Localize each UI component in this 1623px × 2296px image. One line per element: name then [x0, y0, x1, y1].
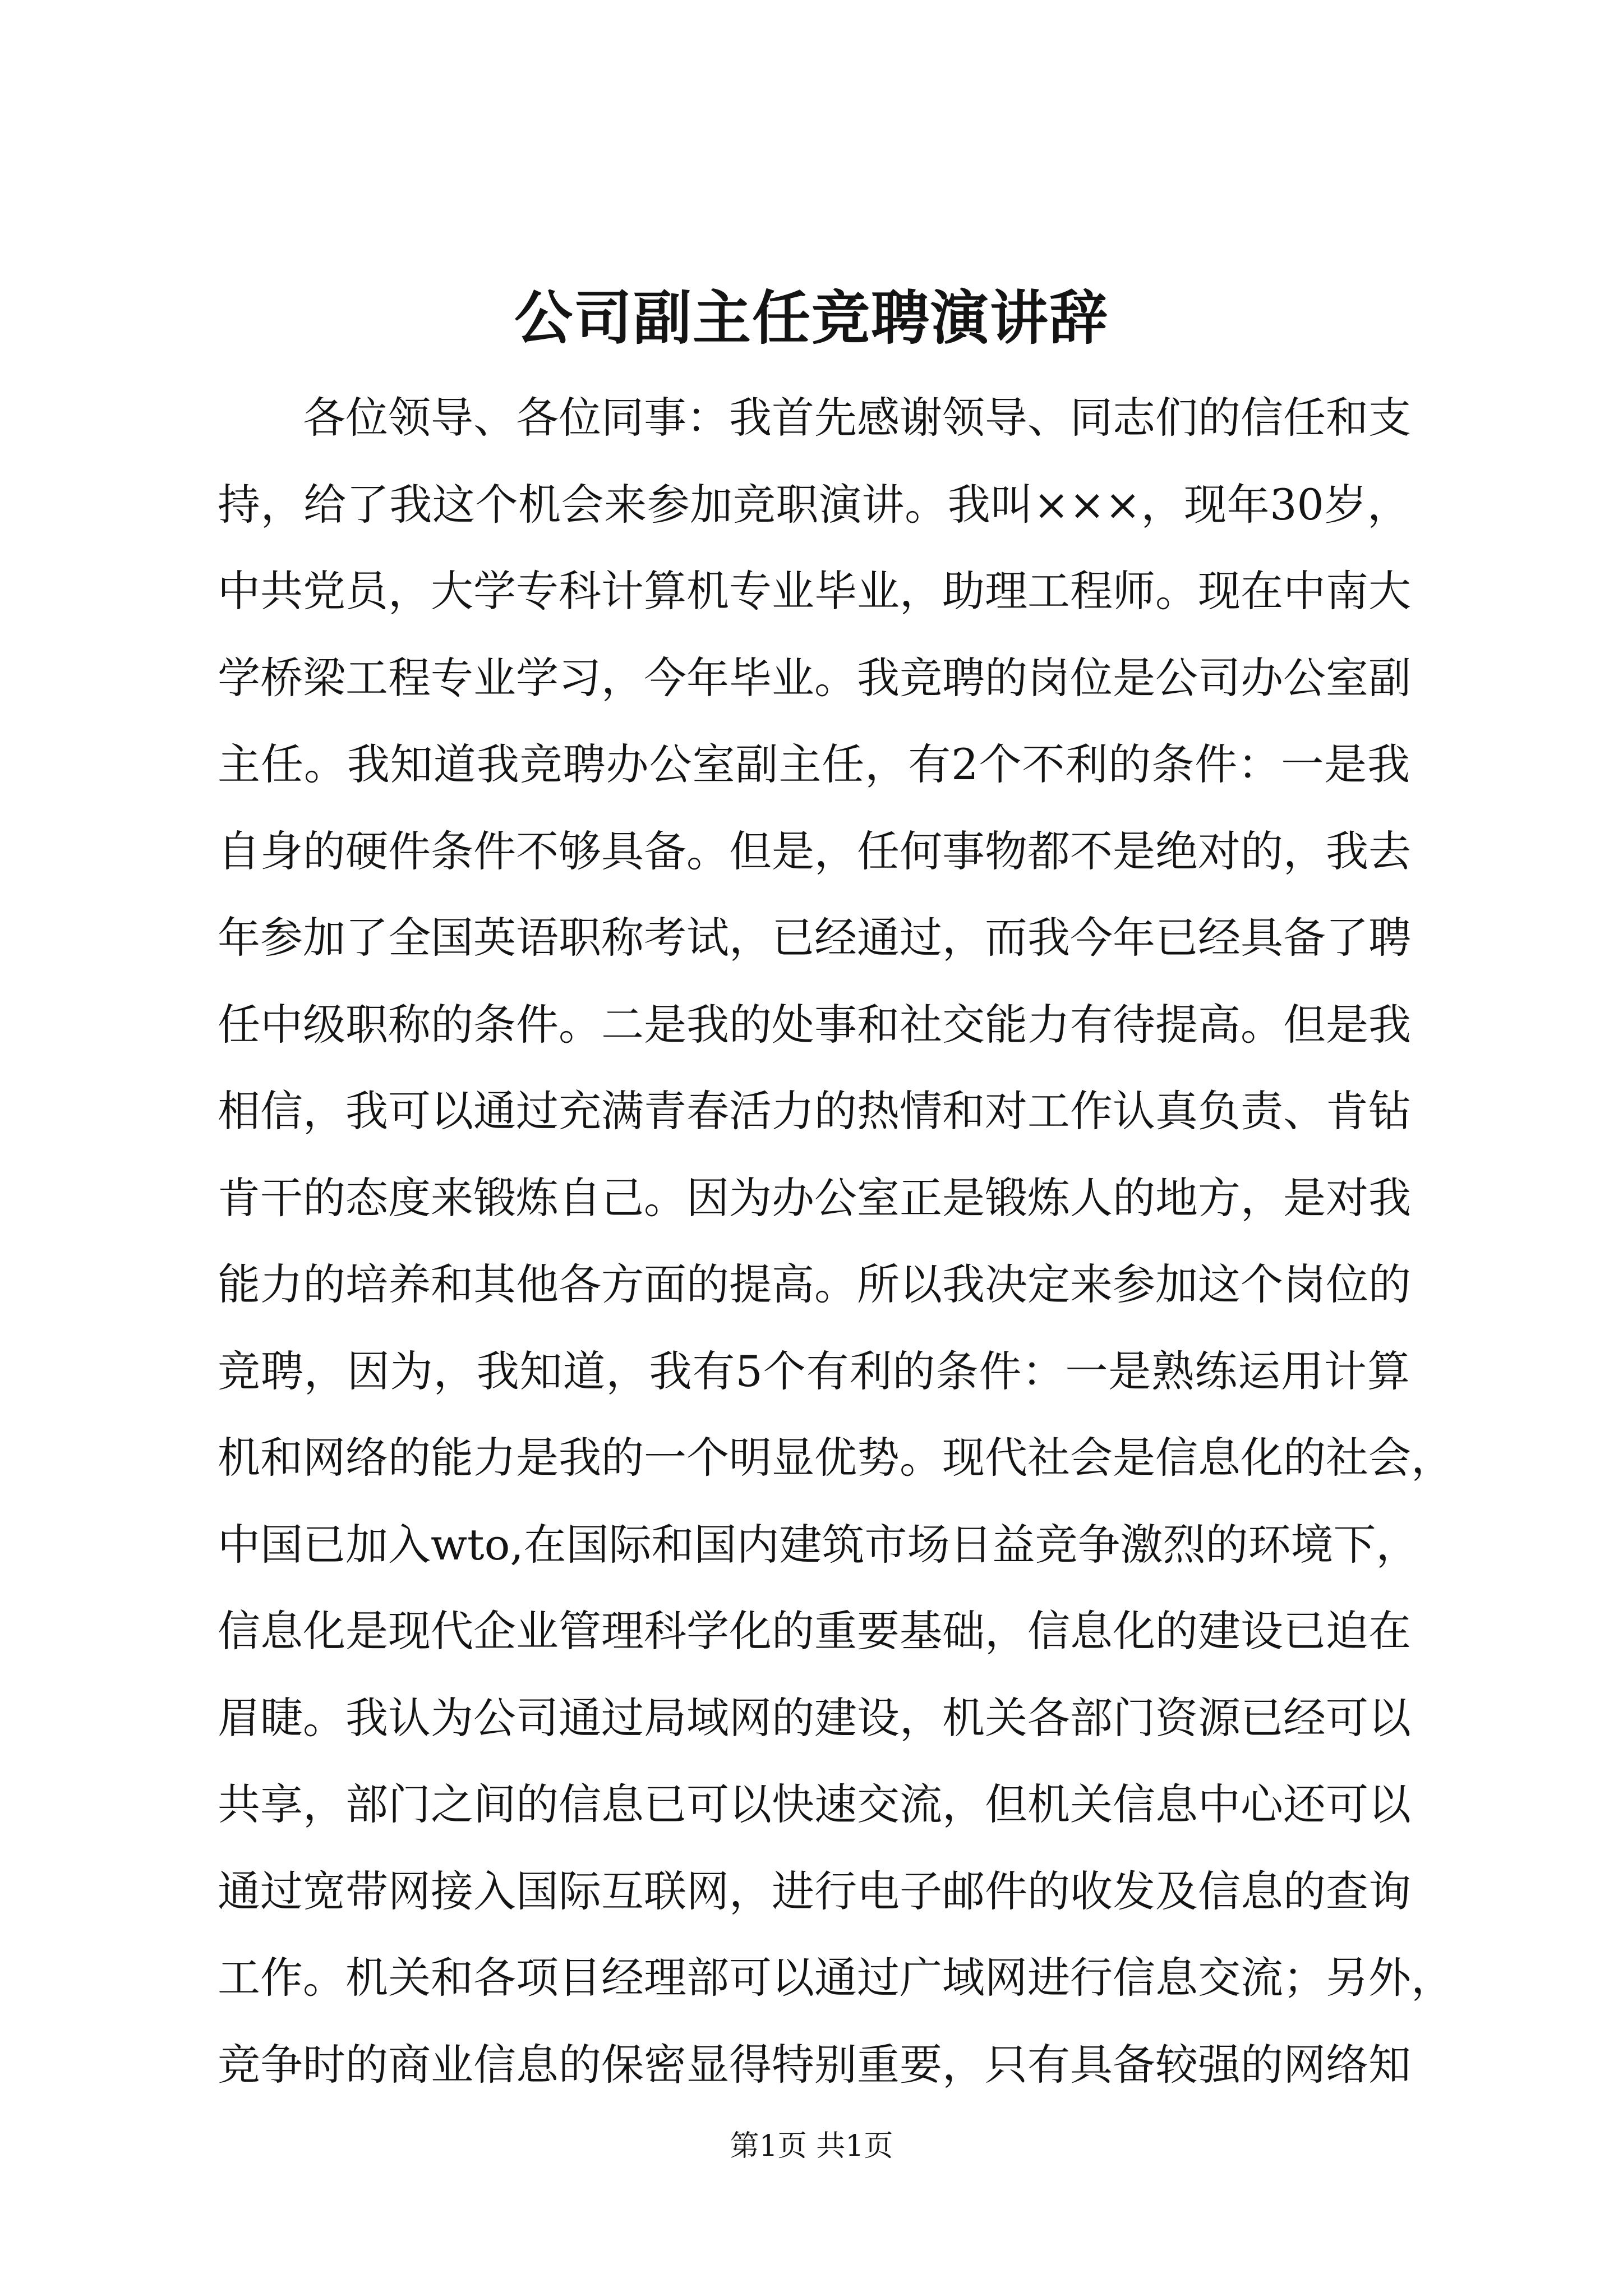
body-line: 机和网络的能力是我的一个明显优势。现代社会是信息化的社会， [218, 1433, 1454, 1483]
body-line: 共享，部门之间的信息已可以快速交流，但机关信息中心还可以 [218, 1779, 1411, 1829]
body-line: 学桥梁工程专业学习，今年毕业。我竞聘的岗位是公司办公室副 [218, 652, 1411, 703]
page-number-footer: 第1页 共1页 [730, 2129, 893, 2163]
document-body [218, 375, 1454, 2108]
body-line: 信息化是现代企业管理科学化的重要基础，信息化的建设已迫在 [218, 1606, 1411, 1656]
body-line: 年参加了全国英语职称考试，已经通过，而我今年已经具备了聘 [218, 913, 1411, 963]
body-line: 中国已加入wto,在国际和国内建筑市场日益竞争激烈的环境下， [218, 1519, 1419, 1570]
body-line: 持，给了我这个机会来参加竞职演讲。我叫×××，现年30岁， [218, 479, 1410, 530]
body-line: 肯干的态度来锻炼自己。因为办公室正是锻炼人的地方，是对我 [218, 1172, 1411, 1223]
body-line: 竞聘，因为，我知道，我有5个有利的条件：一是熟练运用计算 [218, 1346, 1410, 1396]
body-line: 能力的培养和其他各方面的提高。所以我决定来参加这个岗位的 [218, 1259, 1411, 1309]
body-line: 眉睫。我认为公司通过局域网的建设，机关各部门资源已经可以 [218, 1692, 1411, 1743]
body-line: 工作。机关和各项目经理部可以通过广域网进行信息交流；另外， [218, 1953, 1454, 2003]
body-line: 任中级职称的条件。二是我的处事和社交能力有待提高。但是我 [218, 999, 1411, 1050]
document-title: 公司副主任竞聘演讲辞 [514, 283, 1109, 352]
body-line: 相信，我可以通过充满青春活力的热情和对工作认真负责、肯钻 [218, 1086, 1411, 1136]
body-line: 中共党员，大学专科计算机专业毕业，助理工程师。现在中南大 [218, 566, 1411, 616]
body-line: 通过宽带网接入国际互联网，进行电子邮件的收发及信息的查询 [218, 1866, 1411, 1916]
body-line: 竞争时的商业信息的保密显得特别重要，只有具备较强的网络知 [218, 2039, 1411, 2090]
body-line: 自身的硬件条件不够具备。但是，任何事物都不是绝对的，我去 [218, 826, 1411, 876]
body-line: 主任。我知道我竞聘办公室副主任，有2个不利的条件：一是我 [218, 739, 1410, 789]
body-line: 各位领导、各位同事：我首先感谢领导、同志们的信任和支 [303, 393, 1411, 443]
